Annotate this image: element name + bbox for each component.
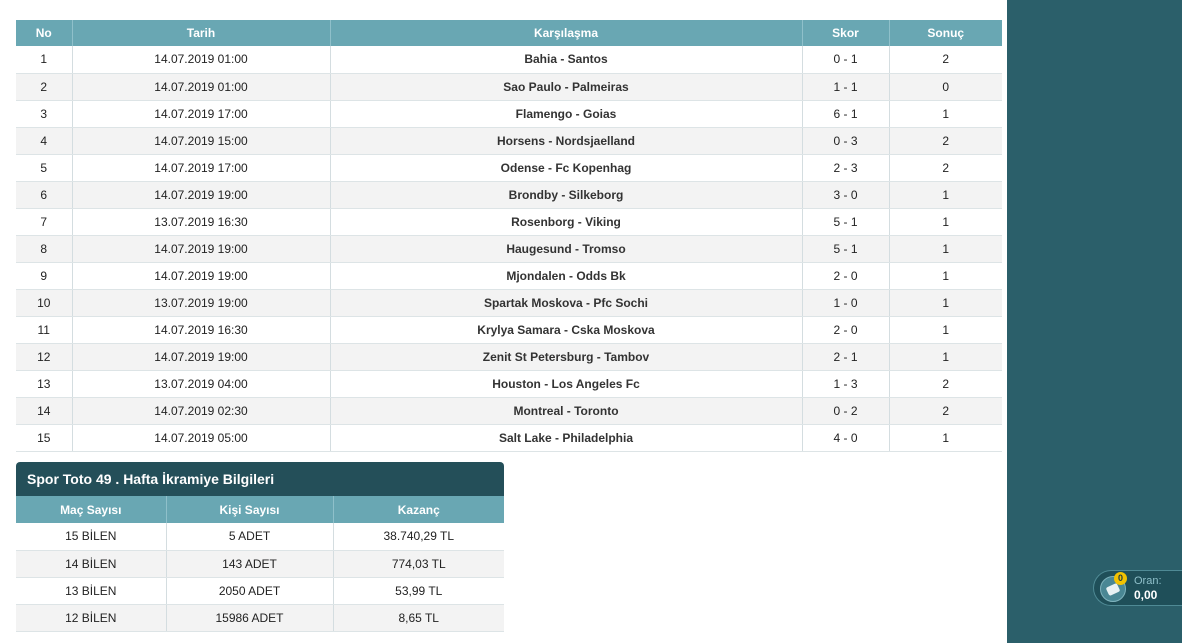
table-row <box>16 550 504 577</box>
table-row <box>16 397 1002 424</box>
row-date: 14.07.2019 19:00 <box>72 343 330 370</box>
row-result: 2 <box>889 154 1002 181</box>
ticket-shape <box>1106 583 1121 596</box>
row-result: 2 <box>889 127 1002 154</box>
prize-people: 143 ADET <box>166 550 333 577</box>
prize-matches: 14 BİLEN <box>16 550 166 577</box>
row-result: 1 <box>889 316 1002 343</box>
row-score: 4 - 0 <box>802 424 889 451</box>
row-no: 2 <box>16 73 72 100</box>
table-row <box>16 208 1002 235</box>
row-result: 2 <box>889 397 1002 424</box>
row-score: 2 - 1 <box>802 343 889 370</box>
table-row <box>16 181 1002 208</box>
row-match: Odense - Fc Kopenhag <box>330 154 802 181</box>
table-row <box>16 604 504 631</box>
row-result: 1 <box>889 262 1002 289</box>
row-result: 2 <box>889 370 1002 397</box>
row-match: Flamengo - Goias <box>330 100 802 127</box>
row-score: 0 - 3 <box>802 127 889 154</box>
prize-header-row <box>16 496 504 523</box>
header-score: Skor <box>802 20 889 46</box>
prize-people: 15986 ADET <box>166 604 333 631</box>
row-match: Mjondalen - Odds Bk <box>330 262 802 289</box>
row-no: 13 <box>16 370 72 397</box>
row-score: 1 - 1 <box>802 73 889 100</box>
table-row <box>16 316 1002 343</box>
row-match: Houston - Los Angeles Fc <box>330 370 802 397</box>
header-winnings: Kazanç <box>333 496 504 523</box>
prize-amount: 38.740,29 TL <box>333 523 504 550</box>
row-date: 13.07.2019 19:00 <box>72 289 330 316</box>
row-no: 10 <box>16 289 72 316</box>
table-row <box>16 262 1002 289</box>
row-result: 1 <box>889 289 1002 316</box>
prize-amount: 53,99 TL <box>333 577 504 604</box>
table-row <box>16 73 1002 100</box>
row-no: 15 <box>16 424 72 451</box>
table-row <box>16 154 1002 181</box>
row-match: Bahia - Santos <box>330 46 802 73</box>
row-result: 1 <box>889 100 1002 127</box>
row-date: 14.07.2019 16:30 <box>72 316 330 343</box>
table-row <box>16 46 1002 73</box>
row-match: Haugesund - Tromso <box>330 235 802 262</box>
row-result: 2 <box>889 46 1002 73</box>
prize-info-panel <box>16 462 504 632</box>
match-results-table <box>16 20 1002 452</box>
prize-people: 5 ADET <box>166 523 333 550</box>
row-match: Sao Paulo - Palmeiras <box>330 73 802 100</box>
row-date: 14.07.2019 05:00 <box>72 424 330 451</box>
row-result: 1 <box>889 181 1002 208</box>
row-date: 13.07.2019 04:00 <box>72 370 330 397</box>
row-match: Rosenborg - Viking <box>330 208 802 235</box>
header-person-count: Kişi Sayısı <box>166 496 333 523</box>
row-score: 2 - 0 <box>802 316 889 343</box>
header-match-count: Maç Sayısı <box>16 496 166 523</box>
row-no: 14 <box>16 397 72 424</box>
table-row <box>16 127 1002 154</box>
row-no: 11 <box>16 316 72 343</box>
row-date: 13.07.2019 16:30 <box>72 208 330 235</box>
row-score: 0 - 2 <box>802 397 889 424</box>
results-header-row <box>16 20 1002 46</box>
header-date: Tarih <box>72 20 330 46</box>
prize-people: 2050 ADET <box>166 577 333 604</box>
row-match: Salt Lake - Philadelphia <box>330 424 802 451</box>
prize-panel-title: Spor Toto 49 . Hafta İkramiye Bilgileri <box>16 462 504 496</box>
row-date: 14.07.2019 19:00 <box>72 181 330 208</box>
row-match: Spartak Moskova - Pfc Sochi <box>330 289 802 316</box>
row-result: 1 <box>889 343 1002 370</box>
table-row <box>16 289 1002 316</box>
header-match: Karşılaşma <box>330 20 802 46</box>
header-no: No <box>16 20 72 46</box>
row-no: 12 <box>16 343 72 370</box>
row-date: 14.07.2019 17:00 <box>72 154 330 181</box>
row-result: 1 <box>889 235 1002 262</box>
row-score: 3 - 0 <box>802 181 889 208</box>
prize-matches: 13 BİLEN <box>16 577 166 604</box>
odds-label: Oran: <box>1134 575 1162 587</box>
row-match: Montreal - Toronto <box>330 397 802 424</box>
row-match: Krylya Samara - Cska Moskova <box>330 316 802 343</box>
row-no: 8 <box>16 235 72 262</box>
row-score: 1 - 0 <box>802 289 889 316</box>
header-result: Sonuç <box>889 20 1002 46</box>
row-score: 5 - 1 <box>802 208 889 235</box>
row-score: 6 - 1 <box>802 100 889 127</box>
table-row <box>16 100 1002 127</box>
row-date: 14.07.2019 17:00 <box>72 100 330 127</box>
row-date: 14.07.2019 19:00 <box>72 262 330 289</box>
row-date: 14.07.2019 19:00 <box>72 235 330 262</box>
prize-table <box>16 496 504 632</box>
row-no: 4 <box>16 127 72 154</box>
table-row <box>16 577 504 604</box>
row-score: 0 - 1 <box>802 46 889 73</box>
row-score: 2 - 3 <box>802 154 889 181</box>
row-no: 1 <box>16 46 72 73</box>
prize-matches: 12 BİLEN <box>16 604 166 631</box>
coupon-count-badge: 0 <box>1114 572 1127 585</box>
row-no: 6 <box>16 181 72 208</box>
row-score: 2 - 0 <box>802 262 889 289</box>
row-no: 5 <box>16 154 72 181</box>
row-date: 14.07.2019 01:00 <box>72 46 330 73</box>
row-no: 9 <box>16 262 72 289</box>
table-row <box>16 424 1002 451</box>
table-row <box>16 523 504 550</box>
row-date: 14.07.2019 15:00 <box>72 127 330 154</box>
row-score: 1 - 3 <box>802 370 889 397</box>
row-date: 14.07.2019 02:30 <box>72 397 330 424</box>
row-match: Brondby - Silkeborg <box>330 181 802 208</box>
row-result: 0 <box>889 73 1002 100</box>
prize-amount: 8,65 TL <box>333 604 504 631</box>
table-row <box>16 343 1002 370</box>
row-no: 3 <box>16 100 72 127</box>
row-date: 14.07.2019 01:00 <box>72 73 330 100</box>
odds-value: 0,00 <box>1134 588 1158 602</box>
row-result: 1 <box>889 424 1002 451</box>
prize-matches: 15 BİLEN <box>16 523 166 550</box>
prize-amount: 774,03 TL <box>333 550 504 577</box>
table-row <box>16 235 1002 262</box>
row-score: 5 - 1 <box>802 235 889 262</box>
coupon-widget[interactable] <box>1093 570 1182 606</box>
row-no: 7 <box>16 208 72 235</box>
table-row <box>16 370 1002 397</box>
row-result: 1 <box>889 208 1002 235</box>
row-match: Zenit St Petersburg - Tambov <box>330 343 802 370</box>
row-match: Horsens - Nordsjaelland <box>330 127 802 154</box>
